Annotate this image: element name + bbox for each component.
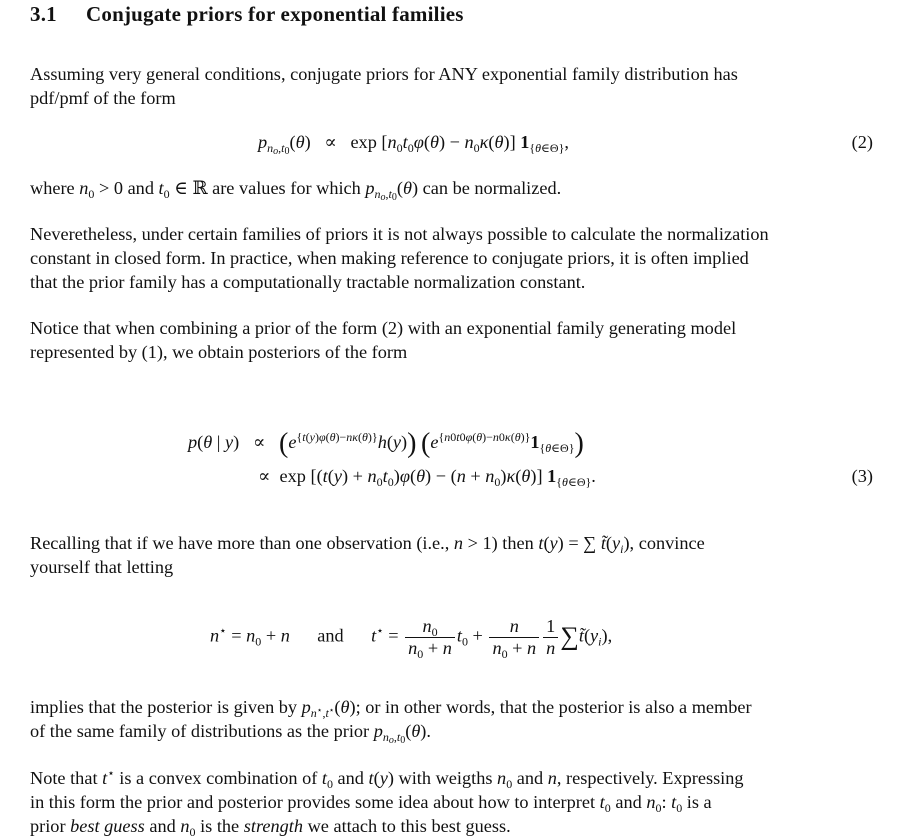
text-line: represented by (1), we obtain posteriors of the form: [30, 342, 408, 362]
section-heading: [30, 2, 464, 27]
text-fragment: , respectively. Expressing: [556, 768, 744, 788]
paragraph-implies: [30, 695, 875, 746]
section-title: Conjugate priors for exponential families: [86, 2, 464, 26]
text-fragment: are values for which: [212, 178, 361, 198]
equation-number-3: (3): [851, 466, 873, 486]
emphasis-strength: strength: [243, 816, 303, 836]
text-fragment: can be normalized.: [422, 178, 562, 198]
text-fragment: :: [661, 792, 667, 812]
equation-3-line-2: ∝ $\exp [(t(y) + n_0t_0)\varphi(\theta) - (n + n_0)\kappa(\theta)]$ $1_{\{\theta\in\Theta\}}$.: [258, 466, 596, 489]
text-line: pdf/pmf of the form: [30, 88, 176, 108]
text-line: that the prior family has a computationally tractable normalization constant.: [30, 272, 586, 292]
text-line: Neveretheless, under certain families of priors it is not always possible to calculate the normalization: [30, 224, 769, 244]
paragraph-recalling: [30, 531, 875, 579]
equation-posterior-params: $n^⋆ = n_0 + n$ and t⋆ = $\frac{n_0}{n_0 + n}$ $t_0$ + $\frac{n}{n_0 + n}$ $\frac{1}{n}$ $\sum t̃(y_i)$,: [210, 616, 613, 661]
text-fragment: and: [337, 768, 364, 788]
paragraph-notice: [30, 316, 875, 364]
text-line: constant in closed form. In practice, when making reference to conjugate priors, it is often implied: [30, 248, 749, 268]
emphasis-best-guess: best guess: [70, 816, 145, 836]
text-fragment: is a convex combination of: [119, 768, 318, 788]
word-and: and: [317, 625, 344, 646]
text-fragment: and: [615, 792, 642, 812]
paragraph-where: [30, 176, 875, 203]
text-fragment: prior: [30, 816, 66, 836]
text-fragment: we attach to this best guess.: [307, 816, 511, 836]
text-fragment: is a: [686, 792, 712, 812]
text-line: Assuming very general conditions, conjugate priors for ANY exponential family distribution has: [30, 64, 738, 84]
text-fragment: and: [516, 768, 544, 788]
text-line: of the same family of distributions as the prior $p_{no,t0}(\theta)$.: [30, 721, 431, 746]
text-line: Notice that when combining a prior of the form (2) with an exponential family generating model: [30, 318, 737, 338]
equation-2: $p_{no,t0}(\theta) \propto \exp [n_0t_0\varphi(\theta) - n_0\kappa(\theta)]$ $1_{\{\theta\in\Theta\}}$,: [258, 132, 569, 157]
text-fragment: ; or in other words, that the posterior is also a member: [355, 697, 752, 717]
paragraph-normalization: [30, 222, 875, 294]
equation-3-line-1: p(θ | $y) \propto (e^{\{t(y)\varphi(\theta)-n\kappa(\theta)\}}h(y))$ $(e^{\{n0t0\varphi(\theta)-n0\kappa(\theta)\}}1_{\{\theta\in\Theta\}})$: [188, 428, 584, 459]
text-fragment: convince: [638, 533, 705, 553]
text-line: yourself that letting: [30, 557, 174, 577]
text-line: where $n_0 > 0$ and $t_0$ ∈ ℝ are values for which $p_{no,t0}(\theta)$ can be normalized.: [30, 178, 562, 203]
text-fragment: then: [502, 533, 534, 553]
text-fragment: with weigths: [398, 768, 493, 788]
word-where: where: [30, 178, 75, 198]
text-fragment: and: [149, 816, 176, 836]
word-and: and: [127, 178, 154, 198]
text-line: Note that t⋆ is a convex combination of $t_0$ and t(y) with weigths $n_0$ and n, respectively. Expressing: [30, 766, 744, 791]
text-fragment: Recalling that if we have more than one observation (i.e.,: [30, 533, 450, 553]
text-fragment: of the same family of distributions as the prior: [30, 721, 370, 741]
text-fragment: implies that the posterior is given by: [30, 697, 298, 717]
text-line: in this form the prior and posterior provides some idea about how to interpret $t_0$ and $n_0$: $t_0$ is a: [30, 792, 712, 815]
paragraph-intro: [30, 62, 875, 110]
text-fragment: in this form the prior and posterior provides some idea about how to interpret: [30, 792, 596, 812]
text-line: Recalling that if we have more than one observation (i.e., n > 1) then t(y) = ∑ $t̃(y_i)$, convince: [30, 533, 705, 556]
text-fragment: Note that: [30, 768, 98, 788]
text-line: prior best guess and $n_0$ is the strength we attach to this best guess.: [30, 816, 511, 839]
section-number: 3.1: [30, 2, 57, 26]
equation-number-2: (2): [851, 132, 873, 152]
text-line: implies that the posterior is given by $p_{n^⋆,t^⋆}(\theta)$; or in other words, that the posterior is also a member: [30, 697, 752, 720]
text-fragment: is the: [200, 816, 240, 836]
paragraph-note: [30, 766, 875, 838]
